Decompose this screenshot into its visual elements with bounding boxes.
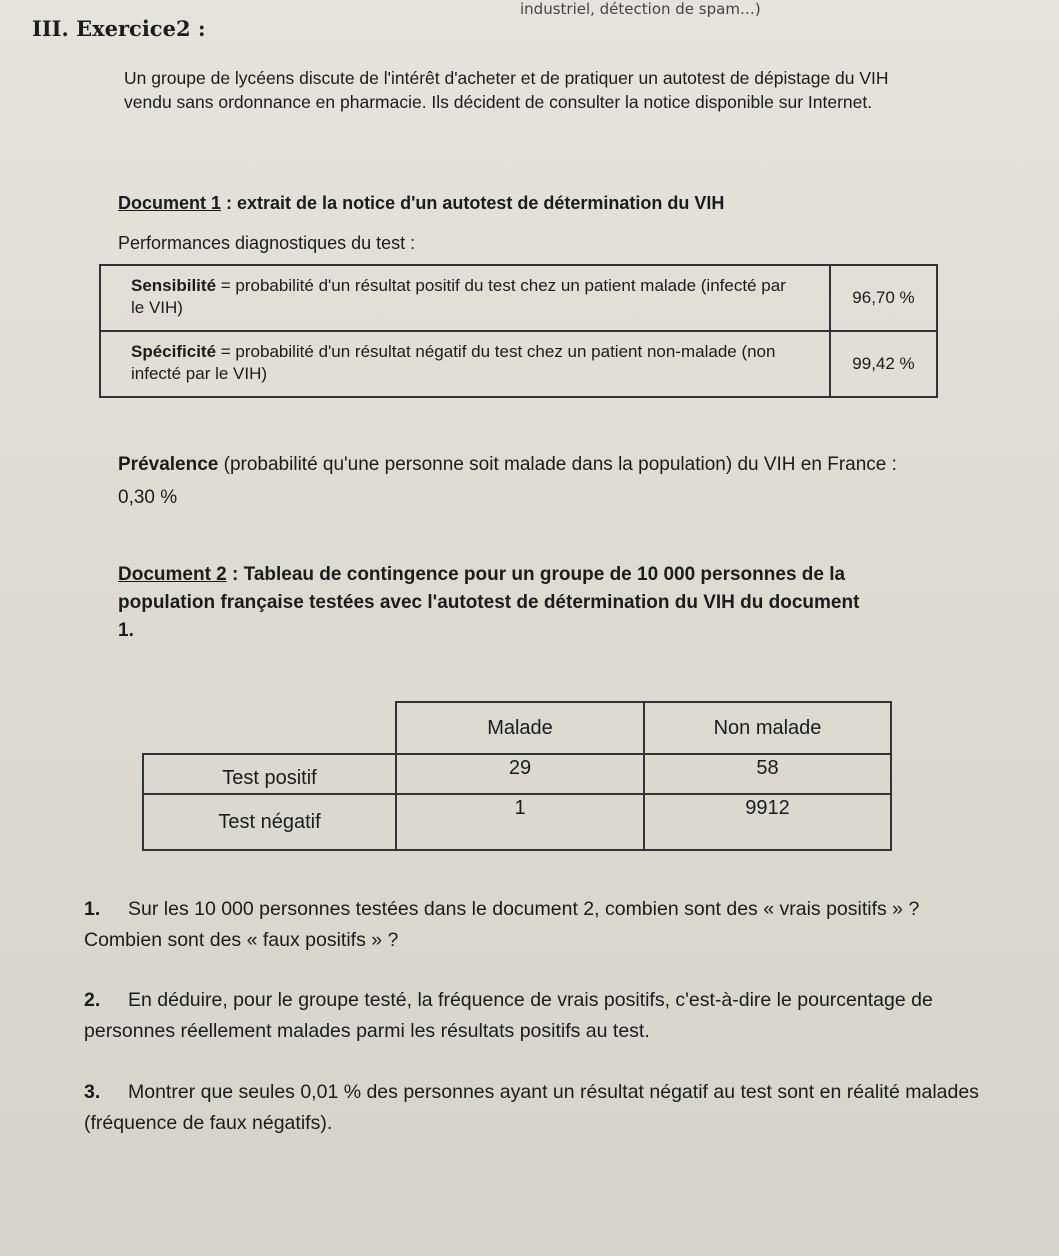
document1-title-text: : extrait de la notice d'un autotest de détermination du VIH (221, 193, 725, 213)
sensitivity-term: Sensibilité (131, 276, 217, 295)
performance-subtitle: Performances diagnostiques du test : (118, 233, 416, 253)
question-2-number: 2. (84, 989, 101, 1011)
question-3-number: 3. (84, 1081, 101, 1103)
performance-table (99, 264, 938, 398)
question-2 (84, 985, 1014, 1047)
contingency-row-positive (143, 754, 891, 794)
question-3-text: Montrer que seules 0,01 % des personnes ayant un résultat négatif au test sont en réalité malades (fréquence de faux négatifs). (84, 1081, 979, 1134)
row-label-test-positif: Test positif (143, 754, 396, 794)
cell-positif-malade: 29 (396, 754, 644, 794)
row-label-test-negatif: Test négatif (143, 794, 396, 850)
sensitivity-row (100, 265, 937, 331)
contingency-table (142, 701, 892, 851)
header-non-malade: Non malade (644, 702, 891, 754)
sensitivity-text: = probabilité d'un résultat positif du test chez un patient malade (infecté par le VIH) (131, 276, 786, 317)
question-2-text: En déduire, pour le groupe testé, la fréquence de vrais positifs, c'est-à-dire le pourcentage de personnes réellement malades parmi les résultats positifs au test. (84, 989, 933, 1042)
contingency-row-negative (143, 794, 891, 850)
contingency-header-row (143, 702, 891, 754)
sensitivity-definition (100, 265, 830, 331)
prevalence-text: (probabilité qu'une personne soit malade dans la population) du VIH en France : 0,30 % (118, 454, 897, 508)
specificity-text: = probabilité d'un résultat négatif du test chez un patient non-malade (non infecté par le VIH) (131, 342, 776, 383)
question-1-text: Sur les 10 000 personnes testées dans le document 2, combien sont des « vrais positifs » ? Combien sont des « faux positifs » ? (84, 898, 920, 951)
specificity-row (100, 331, 937, 397)
prevalence-term: Prévalence (118, 454, 219, 475)
top-text-fragment: industriel, détection de spam…) (520, 0, 761, 18)
document1-label: Document 1 (118, 193, 222, 213)
question-1 (84, 894, 984, 956)
cell-negatif-malade: 1 (396, 794, 644, 850)
specificity-value: 99,42 % (830, 331, 937, 397)
question-1-number: 1. (84, 898, 101, 920)
document2-title (118, 561, 878, 645)
document2-title-text: : Tableau de contingence pour un groupe de 10 000 personnes de la population française testées avec l'autotest de détermination du VIH du document 1. (118, 564, 860, 641)
contingency-corner-cell (143, 702, 396, 754)
cell-negatif-non-malade: 9912 (644, 794, 891, 850)
document1-title (118, 193, 724, 214)
sensitivity-value: 96,70 % (830, 265, 937, 331)
specificity-term: Spécificité (131, 342, 217, 361)
prevalence-paragraph (118, 448, 938, 514)
specificity-definition (100, 331, 830, 397)
document2-label: Document 2 (118, 564, 227, 585)
question-3 (84, 1077, 1004, 1139)
exercise-heading: III. Exercice2 : (32, 16, 206, 41)
cell-positif-non-malade: 58 (644, 754, 891, 794)
intro-paragraph: Un groupe de lycéens discute de l'intérêt d'acheter et de pratiquer un autotest de dépistage du VIH vendu sans ordonnance en pharmacie. Ils décident de consulter la notice disponible sur Internet. (124, 68, 889, 112)
header-malade: Malade (396, 702, 644, 754)
